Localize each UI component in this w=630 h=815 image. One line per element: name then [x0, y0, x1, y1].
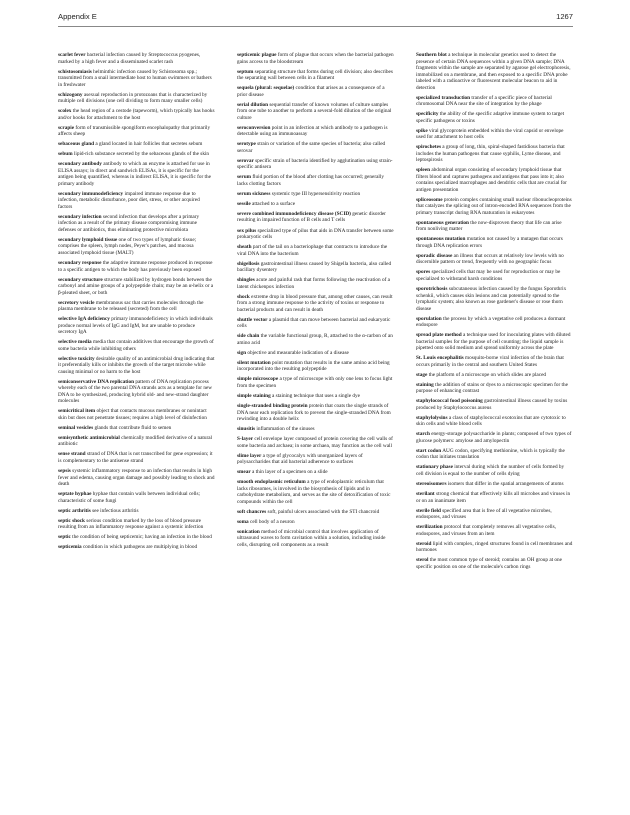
glossary-entry — [237, 174, 394, 187]
glossary-term: serum sickness — [237, 190, 271, 197]
glossary-term: serial dilution — [237, 101, 269, 108]
glossary-definition: a type of glycocalyx with unorganized layers of polysaccharides that aid bacterial adherence to surfaces — [237, 452, 363, 466]
glossary-term: shigellosis — [237, 260, 260, 267]
glossary-entry — [58, 356, 215, 376]
glossary-definition: membranous sac that carries molecules through the plasma membrane to be released (secreted) from the cell — [58, 299, 204, 313]
glossary-entry — [416, 541, 573, 554]
glossary-definition: impaired immune response due to infection, metabolic disturbance, poor diet, stress, or other acquired factors — [58, 190, 200, 210]
glossary-columns — [58, 52, 573, 810]
glossary-term: staining — [416, 381, 434, 388]
glossary-entry — [58, 237, 215, 257]
glossary-definition: glands that contribute fluid to semen — [94, 424, 172, 431]
glossary-definition: isomers that differ in the spatial arrangements of atoms — [447, 481, 564, 488]
glossary-entry — [58, 534, 215, 541]
glossary-definition: object that contacts mucous membranes or nonintact skin but does not penetrate tissues; requires a high level of disinfection — [58, 408, 207, 421]
glossary-entry — [58, 108, 215, 121]
glossary-definition: the addition of stains or dyes to a microscopic specimen for the purpose of enhancing contrast — [416, 381, 568, 395]
glossary-term: serum — [237, 174, 251, 181]
glossary-term: sonication — [237, 528, 260, 535]
glossary-term: sheath — [237, 244, 252, 251]
glossary-entry — [58, 408, 215, 421]
glossary-term: septic — [58, 534, 71, 541]
glossary-entry — [58, 316, 215, 336]
glossary-definition: an illness that occurs at relatively low levels with no discernible pattern or trend, frequently with no geographic focus — [416, 252, 564, 266]
glossary-definition: the process by which a vegetative cell produces a dormant endospore — [416, 315, 566, 329]
glossary-definition: asexual reproduction in protozoans that is characterized by multiple cell divisions (one cell dividing to form many smaller cells) — [58, 91, 208, 105]
glossary-term: specialized transduction — [416, 94, 471, 101]
glossary-term: secondary infection — [58, 213, 102, 220]
glossary-term: spontaneous mutation — [416, 236, 466, 243]
glossary-term: sinusitis — [237, 426, 256, 433]
glossary-definition: hyphae that contain walls between individual cells; characteristic of some fungi — [58, 491, 201, 504]
glossary-definition: the now-disproven theory that life can arise from nonliving matter — [416, 219, 562, 233]
glossary-definition: form of plague that occurs when the bacterial pathogen gains access to the bloodstream — [237, 52, 394, 65]
glossary-entry — [237, 529, 394, 549]
glossary-entry — [237, 201, 394, 208]
glossary-entry — [416, 128, 573, 141]
glossary-term: serotype — [237, 141, 256, 148]
glossary-entry — [58, 125, 215, 138]
glossary-term: smooth endoplasmic reticulum — [237, 479, 306, 486]
glossary-term: single-stranded binding protein — [237, 403, 308, 410]
glossary-term: seroconversion — [237, 124, 271, 131]
glossary-entry — [416, 144, 573, 164]
glossary-definition: systemic inflammatory response to an infection that results in high fever and edema, causing organ damage and possibly leading to shock and death — [58, 468, 215, 488]
glossary-definition: energy-storage polysaccharide in plants; composed of two types of glucose polymers: amylose and amylopectin — [416, 431, 572, 444]
glossary-term: selective toxicity — [58, 355, 95, 362]
glossary-entry — [416, 253, 573, 266]
glossary-entry — [237, 333, 394, 346]
glossary-term: slime layer — [237, 452, 262, 459]
glossary-term: seminal vesicles — [58, 424, 94, 431]
glossary-definition: condition in which pathogens are multiplying in blood — [82, 544, 198, 551]
glossary-term: spores — [416, 269, 431, 276]
glossary-definition: strong chemical that effectively kills all microbes and viruses in or on an inanimate item — [416, 491, 571, 504]
glossary-entry — [416, 491, 573, 504]
glossary-definition: sequential transfer of known volumes of culture samples from one tube to another to perform a several-fold dilution of the original culture — [237, 101, 392, 121]
page-header — [58, 10, 573, 24]
glossary-term: soft chancres — [237, 508, 267, 515]
glossary-entry — [58, 141, 215, 148]
glossary-term: secondary structure — [58, 276, 103, 283]
glossary-term: spontaneous generation — [416, 219, 469, 226]
glossary-definition: antibody to which an enzyme is attached for use in ELISA assays; in direct and sandwich ELISAs, it is specific for the antigen being quantified, whereas in indirect ELISA, it is specific for the primary antibody — [58, 161, 211, 187]
glossary-entry — [58, 52, 215, 65]
glossary-entry — [237, 85, 394, 98]
glossary-definition: cell envelope layer composed of protein covering the cell walls of some bacteria and archaea; in some archaea, may function as the cell wall — [237, 436, 393, 449]
glossary-term: selective IgA deficiency — [58, 316, 110, 323]
glossary-definition: extreme drop in blood pressure that, among other causes, can result from a strong immune response to the activity of toxins or response to bacterial products and can result in death — [237, 293, 393, 313]
glossary-entry — [416, 481, 573, 488]
glossary-definition: interval during which the number of cells formed by cell division is equal to the number of cells dying — [416, 464, 565, 477]
glossary-definition: protocol that completely removes all vegetative cells, endospores, and viruses from an item — [416, 524, 556, 537]
glossary-definition: specified area that is free of all vegetative microbes, endospores, and viruses — [416, 507, 552, 521]
glossary-definition: point mutation that results in the same amino acid being incorporated into the resulting polypeptide — [237, 359, 390, 373]
glossary-definition: media that contain additives that encourage the growth of some bacteria while inhibiting others — [58, 339, 214, 352]
glossary-entry — [416, 286, 573, 312]
glossary-term: semiconservative DNA replication — [58, 378, 135, 385]
glossary-term: spread plate method — [416, 332, 462, 339]
glossary-definition: the head region of a cestode (tapeworm), which typically has hooks and/or hooks for attachment to the host — [58, 108, 215, 121]
glossary-definition: the adaptive immune response produced in response to a specific antigen to which the body has previously been exposed — [58, 260, 213, 273]
glossary-definition: mosquito-borne viral infection of the brain that occurs primarily in the central and southern United States — [416, 355, 564, 368]
glossary-definition: primary immunodeficiency in which individuals produce normal levels of IgG and IgM, but are unable to produce secretory IgA — [58, 316, 213, 336]
glossary-term: stationary phase — [416, 464, 453, 471]
glossary-definition: chemically modified derivative of a natural antibiotic — [58, 434, 213, 448]
glossary-term: shingles — [237, 277, 255, 284]
glossary-term: spleen — [416, 167, 431, 174]
glossary-entry — [237, 102, 394, 122]
glossary-term: septate hyphae — [58, 491, 92, 498]
glossary-term: soma — [237, 518, 249, 525]
glossary-entry — [58, 260, 215, 273]
glossary-column-1 — [58, 52, 215, 810]
running-header-section: Appendix E — [58, 12, 97, 21]
glossary-definition: condition that arises as a consequence of a prior disease — [237, 85, 385, 98]
glossary-entry — [416, 448, 573, 461]
glossary-term: sterilant — [416, 491, 435, 498]
glossary-definition: protein that coats the single strands of DNA near each replication fork to prevent the single-stranded DNA from rewinding into a double helix — [237, 403, 391, 423]
glossary-entry — [237, 436, 394, 449]
glossary-definition: a thin layer of a specimen on a slide — [252, 469, 328, 476]
glossary-entry — [237, 509, 394, 516]
glossary-entry — [237, 350, 394, 357]
glossary-entry — [237, 453, 394, 466]
glossary-term: Southern blot — [416, 52, 447, 58]
glossary-entry — [416, 398, 573, 411]
glossary-term: staphylococcal food poisoning — [416, 398, 483, 405]
glossary-definition: pattern of DNA replication process whereby each of the two parental DNA strands acts as a template for new DNA to be synthesized, producing hybrid old- and new-strand daughter molecules — [58, 378, 213, 405]
glossary-definition: the most common type of steroid; contains an OH group at one specific position on one of the molecule's carbon rings — [416, 557, 563, 570]
page-number: 1267 — [556, 12, 573, 21]
glossary-definition: a gland located in hair follicles that secretes sebum — [95, 141, 203, 148]
glossary-entry — [58, 451, 215, 464]
glossary-definition: a staining technique that uses a single dye — [272, 392, 360, 399]
glossary-entry — [58, 214, 215, 234]
glossary-term: septum — [237, 68, 254, 75]
glossary-term: sporotrichosis — [416, 286, 448, 293]
glossary-entry — [58, 425, 215, 432]
glossary-entry — [237, 211, 394, 224]
glossary-entry — [237, 158, 394, 171]
glossary-term: schizogony — [58, 91, 83, 98]
glossary-definition: AUG codon, specifying methionine, which is typically the codon that initiates translation — [416, 447, 565, 461]
glossary-definition: a technique used for inoculating plates with diluted bacterial samples for the purpose of cell counting; the liquid sample is pipetted onto solid medium and spread uniformly across the plate — [416, 332, 571, 352]
glossary-definition: lipid-rich substance secreted by the sebaceous glands of the skin — [73, 151, 210, 158]
glossary-term: simple microscope — [237, 376, 279, 383]
glossary-definition: genetic disorder resulting in impaired function of B cells and T cells — [237, 210, 386, 224]
glossary-entry — [237, 479, 394, 505]
glossary-definition: the variable functional group, R, attached to the α-carbon of an amino acid — [237, 333, 393, 346]
glossary-term: spliceosome — [416, 196, 443, 203]
glossary-definition: specialized type of pilus that aids in DNA transfer between some prokaryotic cells — [237, 227, 394, 241]
glossary-entry — [416, 236, 573, 249]
glossary-term: spirochetes — [416, 144, 441, 151]
glossary-definition: form of transmissible spongiform encephalopathy that primarily affects sheep — [58, 124, 211, 138]
glossary-definition: gastrointestinal illness caused by Shigella bacteria, also called bacillary dysentery — [237, 260, 392, 274]
glossary-term: sporadic disease — [416, 252, 453, 259]
glossary-entry — [58, 191, 215, 211]
glossary-term: sepsis — [58, 468, 71, 475]
glossary-definition: the condition of being septicemic; having an infection in the blood — [72, 534, 212, 541]
glossary-entry — [416, 557, 573, 570]
glossary-entry — [416, 382, 573, 395]
glossary-entry — [58, 468, 215, 488]
glossary-entry — [58, 518, 215, 531]
glossary-entry — [237, 228, 394, 241]
glossary-entry — [416, 415, 573, 428]
glossary-entry — [237, 519, 394, 526]
glossary-definition: a group of long, thin, spiral-shaped fastidious bacteria that includes the human pathogens that cause syphilis, Lyme disease, and leptospirosis — [416, 144, 565, 164]
glossary-term: simple staining — [237, 392, 271, 399]
glossary-term: S-layer — [237, 436, 254, 443]
glossary-term: septicemic plague — [237, 52, 277, 58]
glossary-entry — [416, 355, 573, 368]
glossary-entry — [416, 197, 573, 217]
glossary-term: sessile — [237, 200, 251, 207]
glossary-term: sense strand — [58, 451, 86, 458]
glossary-term: schistosomiasis — [58, 68, 92, 75]
glossary-definition: structure stabilized by hydrogen bonds between the carbonyl and amine groups of a polypeptide chain; may be an α-helix or a β-pleated sheet, or both — [58, 276, 214, 296]
glossary-definition: desirable quality of an antimicrobial drug indicating that it preferentially kills or inhibits the growth of the target microbe while causing minimal or no harm to the host — [58, 355, 215, 375]
glossary-entry — [58, 161, 215, 187]
glossary-definition: method of microbial control that involves application of ultrasound waves to form cavitation within a solution, including inside cells, disrupting cell components as a result — [237, 528, 386, 548]
glossary-definition: lipid with complex, ringed structures found in cell membranes and hormones — [416, 540, 573, 554]
glossary-definition: objective and measurable indication of a disease — [247, 349, 349, 356]
glossary-term: selective media — [58, 339, 92, 346]
glossary-definition: cell body of a neuron — [249, 518, 295, 525]
glossary-definition: strain or variation of the same species of bacteria; also called serovar — [237, 141, 386, 154]
glossary-entry — [237, 277, 394, 290]
glossary-entry — [416, 269, 573, 282]
glossary-entry — [58, 508, 215, 515]
glossary-entry — [237, 69, 394, 82]
glossary-term: sporulation — [416, 315, 442, 322]
glossary-entry — [237, 191, 394, 198]
glossary-term: specificity — [416, 111, 439, 118]
glossary-definition: a type of microscope with only one lens to focus light from the specimen — [237, 376, 393, 389]
glossary-entry — [237, 141, 394, 154]
glossary-term: serovar — [237, 157, 254, 164]
glossary-term: smear — [237, 469, 251, 476]
glossary-entry — [416, 464, 573, 477]
glossary-entry — [237, 426, 394, 433]
glossary-term: septic shock — [58, 517, 85, 524]
glossary-entry — [416, 52, 573, 91]
glossary-term: St. Louis encephalitis — [416, 355, 464, 362]
glossary-definition: a type of endoplasmic reticulum that lacks ribosomes, is involved in the biosynthesis of lipids and in carbohydrate metabolism, and serves as the site of detoxification of toxic compounds within the cell — [237, 479, 391, 505]
glossary-definition: protein complex containing small nuclear ribonucleoproteins that catalyzes the splicing out of intron-encoded RNA sequences from the primary transcript during RNA maturation in eukaryotes — [416, 196, 572, 216]
glossary-term: secondary antibody — [58, 161, 102, 168]
glossary-entry — [237, 393, 394, 400]
glossary-entry — [416, 524, 573, 537]
glossary-column-2 — [237, 52, 394, 810]
glossary-definition: specialized cells that may be used for reproduction or may be specialized to withstand harsh conditions — [416, 269, 561, 282]
glossary-definition: second infection that develops after a primary infection as a result of the primary disease compromising immune defenses or antibiotics, thus eliminating protective microbiota — [58, 213, 200, 233]
glossary-term: sign — [237, 349, 247, 356]
glossary-definition: gastrointestinal illness caused by toxins produced by Staphylococcus aureus — [416, 398, 568, 411]
glossary-definition: one of two types of lymphatic tissue; comprises the spleen, lymph nodes, Peyer's patches, and mucosa associated lymphoid tissue (MALT) — [58, 236, 197, 256]
glossary-definition: mutation not caused by a mutagen that occurs through DNA replication errors — [416, 236, 563, 249]
glossary-entry — [416, 332, 573, 352]
glossary-entry — [237, 52, 394, 65]
glossary-term: scarlet fever — [58, 52, 86, 58]
glossary-entry — [58, 491, 215, 504]
glossary-term: semisynthetic antimicrobial — [58, 434, 120, 441]
glossary-definition: point in an infection at which antibody to a pathogen is detectable using an immunoassay — [237, 124, 388, 138]
glossary-entry — [237, 360, 394, 373]
glossary-term: secondary immunodeficiency — [58, 190, 124, 197]
glossary-entry — [237, 403, 394, 423]
glossary-definition: see infectious arthritis — [92, 507, 139, 514]
glossary-entry — [416, 372, 573, 379]
glossary-definition: a technique in molecular genetics used to detect the presence of certain DNA sequences within a given DNA sample; DNA fragments within the sample are separated by agarose gel electrophoresis, immobilized on a membrane, and then exposed to a specific DNA probe labeled with a radioactive or fluorescent molecular beacon to aid in detection — [416, 52, 571, 91]
glossary-term: steroid — [416, 540, 432, 547]
glossary-term: semicritical item — [58, 408, 96, 415]
glossary-term: side chain — [237, 333, 260, 340]
glossary-definition: fluid portion of the blood after clotting has occurred; generally lacks clotting factors — [237, 174, 384, 187]
glossary-term: sebum — [58, 151, 73, 158]
glossary-definition: a plasmid that can move between bacterial and eukaryotic cells — [237, 316, 391, 330]
glossary-entry — [58, 300, 215, 313]
glossary-entry — [416, 111, 573, 124]
glossary-definition: helminthic infection caused by Schistosoma spp.; transmitted from a snail intermediate host to human swimmers or bathers in freshwater — [58, 68, 212, 88]
glossary-term: shuttle vector — [237, 316, 268, 323]
glossary-definition: viral glycoprotein embedded within the viral capsid or envelope used for attachment to host cells — [416, 127, 564, 141]
glossary-term: septicemia — [58, 544, 82, 551]
glossary-term: starch — [416, 431, 430, 438]
glossary-term: scolex — [58, 108, 72, 115]
glossary-definition: soft, painful ulcers associated with the STI chancroid — [267, 508, 380, 515]
glossary-definition: separating structure that forms during cell division; also describes the separating wall between cells in a filament — [237, 68, 393, 82]
glossary-definition: strand of DNA that is not transcribed for gene expression; it is complementary to the antisense strand — [58, 451, 213, 464]
glossary-entry — [58, 339, 215, 352]
glossary-definition: part of the tail on a bacteriophage that contracts to introduce the viral DNA into the bacterium — [237, 244, 388, 257]
glossary-definition: serious condition marked by the loss of blood pressure resulting from an inflammatory response against a systemic infection — [58, 517, 204, 531]
glossary-definition: abdominal organ consisting of secondary lymphoid tissue that filters blood and captures pathogens and antigens that pass into it; also contains specialized macrophages and dendritic cells that are crucial for antigen presentation — [416, 167, 567, 193]
glossary-entry — [237, 125, 394, 138]
glossary-entry — [58, 544, 215, 551]
glossary-definition: attached to a surface — [252, 200, 296, 207]
glossary-term: sterol — [416, 557, 429, 564]
glossary-term: secondary response — [58, 260, 102, 267]
glossary-term: septic arthritis — [58, 507, 91, 514]
glossary-term: shock — [237, 293, 250, 300]
glossary-entry — [416, 508, 573, 521]
glossary-entry — [58, 69, 215, 89]
glossary-entry — [237, 317, 394, 330]
glossary-definition: the ability of the specific adaptive immune system to target specific pathogens or toxins — [416, 111, 565, 124]
glossary-term: secretory vesicle — [58, 299, 95, 306]
glossary-term: sterile field — [416, 507, 441, 514]
glossary-definition: systemic type III hypersensitivity reaction — [271, 190, 361, 197]
glossary-entry — [416, 316, 573, 329]
glossary-definition: inflammation of the sinuses — [256, 426, 315, 433]
glossary-entry — [237, 376, 394, 389]
glossary-term: spike — [416, 127, 428, 134]
glossary-term: scrapie — [58, 124, 75, 131]
glossary-definition: the platform of a microscope on which slides are placed — [428, 371, 547, 378]
header-rule — [58, 26, 573, 27]
glossary-term: secondary lymphoid tissue — [58, 236, 118, 243]
glossary-term: staphylolysins — [416, 414, 448, 421]
glossary-term: severe combined immunodeficiency disease (SCID) — [237, 210, 351, 217]
glossary-entry — [58, 435, 215, 448]
glossary-term: stage — [416, 371, 428, 378]
glossary-entry — [58, 379, 215, 405]
glossary-entry — [416, 220, 573, 233]
glossary-column-3 — [416, 52, 573, 810]
glossary-definition: acute and painful rash that forms following the reactivation of a latent chickenpox infection — [237, 277, 390, 290]
glossary-term: silent mutation — [237, 359, 271, 366]
glossary-entry — [416, 95, 573, 108]
glossary-entry — [58, 92, 215, 105]
glossary-entry — [237, 469, 394, 476]
glossary-entry — [416, 431, 573, 444]
glossary-term: sex pilus — [237, 227, 257, 234]
glossary-term: sequela (plural: sequelae) — [237, 85, 295, 92]
glossary-term: stereoisomers — [416, 481, 447, 488]
glossary-definition: subcutaneous infection caused by the fungus Sporothrix schenkii, which causes skin lesions and can potentially spread to the lymphatic system; also known as rose gardener's disease or rose thorn disease — [416, 286, 567, 312]
glossary-entry — [416, 167, 573, 193]
glossary-definition: bacterial infection caused by Streptococcus pyogenes, marked by a high fever and a disseminated scarlet rash — [58, 52, 201, 65]
glossary-term: sebaceous gland — [58, 141, 95, 148]
glossary-definition: transfer of a specific piece of bacterial chromosomal DNA near the site of integration by the phage — [416, 94, 552, 108]
glossary-term: sterilization — [416, 524, 443, 531]
glossary-entry — [237, 244, 394, 257]
glossary-entry — [237, 294, 394, 314]
glossary-definition: specific strain of bacteria identified by agglutination using strain-specific antisera — [237, 157, 393, 171]
glossary-entry — [58, 277, 215, 297]
glossary-entry — [237, 261, 394, 274]
glossary-entry — [58, 151, 215, 158]
glossary-definition: a class of staphylococcal exotoxins that are cytotoxic to skin cells and white blood cells — [416, 414, 566, 428]
glossary-term: start codon — [416, 447, 442, 454]
